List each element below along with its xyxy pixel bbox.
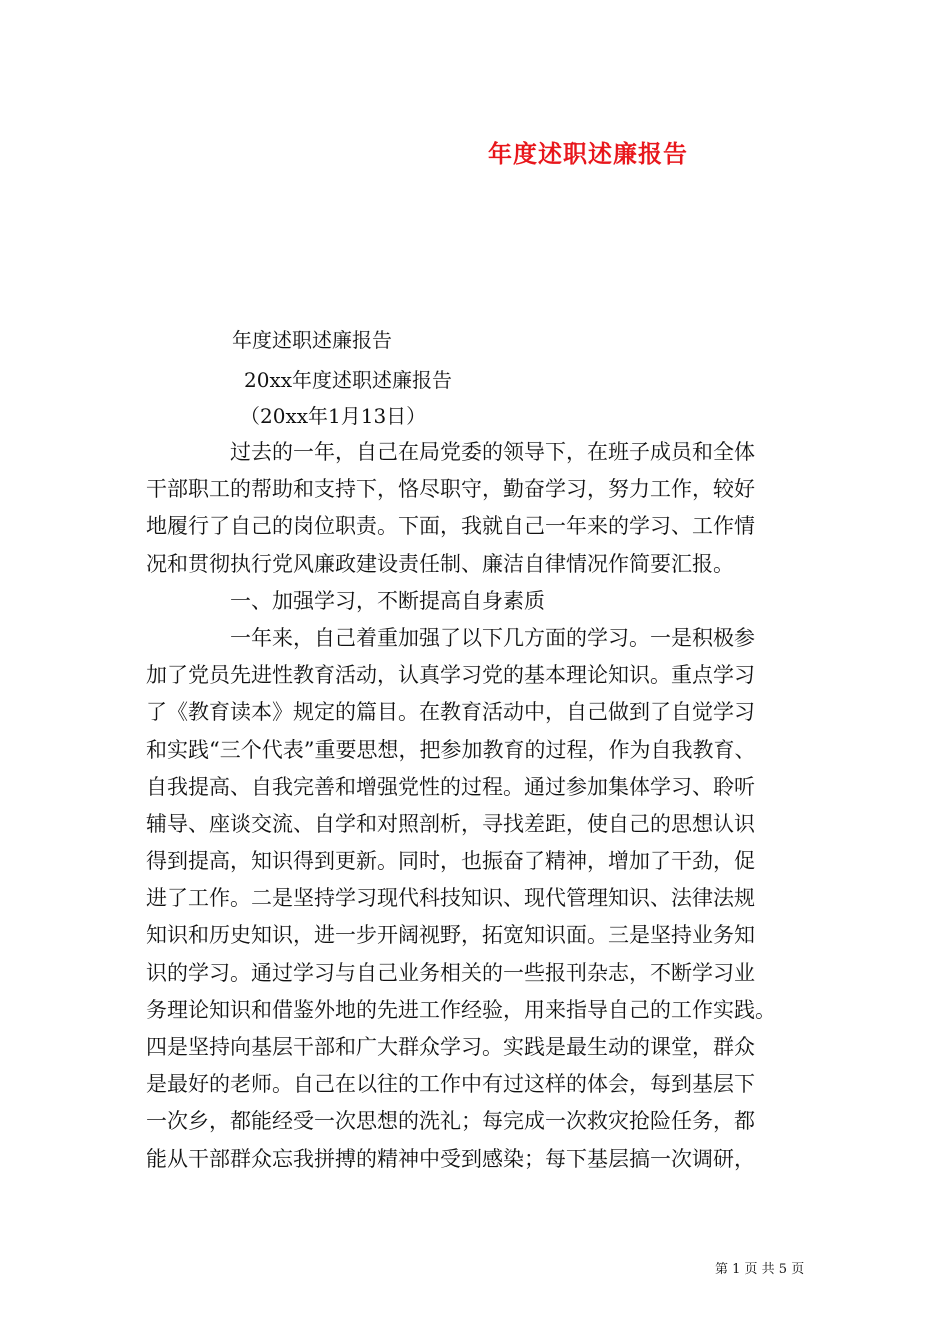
body-line: 自我提高、自我完善和增强党性的过程。通过参加集体学习、聆听 — [146, 774, 755, 799]
body-line: 务理论知识和借鉴外地的先进工作经验，用来指导自己的工作实践。 — [146, 997, 776, 1022]
body-text — [146, 434, 810, 1178]
section-heading: 一、加强学习，不断提高自身素质 — [146, 588, 545, 613]
header-title: 年度述职述廉报告 — [488, 139, 688, 168]
doc-title: 年度述职述廉报告 — [232, 328, 392, 352]
body-line: 干部职工的帮助和支持下，恪尽职守，勤奋学习，努力工作，较好 — [146, 477, 755, 502]
body-line: 过去的一年，自己在局党委的领导下，在班子成员和全体 — [146, 440, 755, 464]
page-number: 第 1 页 共 5 页 — [715, 1262, 805, 1277]
body-line: 知识和历史知识，进一步开阔视野，拓宽知识面。三是坚持业务知 — [146, 923, 755, 948]
body-line: 况和贯彻执行党风廉政建设责任制、廉洁自律情况作简要汇报。 — [146, 551, 734, 576]
body-line: 是最好的老师。自己在以往的工作中有过这样的体会，每到基层下 — [146, 1072, 755, 1097]
body-line: 进了工作。二是坚持学习现代科技知识、现代管理知识、法律法规 — [146, 886, 755, 911]
body-line: 了《教育读本》规定的篇目。在教育活动中，自己做到了自觉学习 — [146, 700, 755, 725]
body-line: 能从干部群众忘我拼搏的精神中受到感染；每下基层搞一次调研， — [146, 1146, 755, 1171]
body-line: 加了党员先进性教育活动，认真学习党的基本理论知识。重点学习 — [146, 663, 755, 688]
body-line: 和实践“三个代表”重要思想，把参加教育的过程，作为自我教育、 — [146, 737, 756, 762]
doc-subtitle: 20xx年度述职述廉报告 — [244, 368, 453, 392]
body-line: 一年来，自己着重加强了以下几方面的学习。一是积极参 — [146, 625, 755, 650]
body-line: 识的学习。通过学习与自己业务相关的一些报刊杂志，不断学习业 — [146, 960, 755, 985]
body-line: 得到提高，知识得到更新。同时，也振奋了精神，增加了干劲，促 — [146, 849, 755, 874]
body-line: 四是坚持向基层干部和广大群众学习。实践是最生动的课堂，群众 — [146, 1035, 755, 1059]
body-line: 地履行了自己的岗位职责。下面，我就自己一年来的学习、工作情 — [146, 514, 755, 539]
doc-date: （20xx年1月13日） — [240, 404, 427, 428]
body-line: 辅导、座谈交流、自学和对照剖析，寻找差距，使自己的思想认识 — [146, 811, 755, 836]
body-line: 一次乡，都能经受一次思想的洗礼；每完成一次救灾抢险任务，都 — [146, 1109, 755, 1134]
